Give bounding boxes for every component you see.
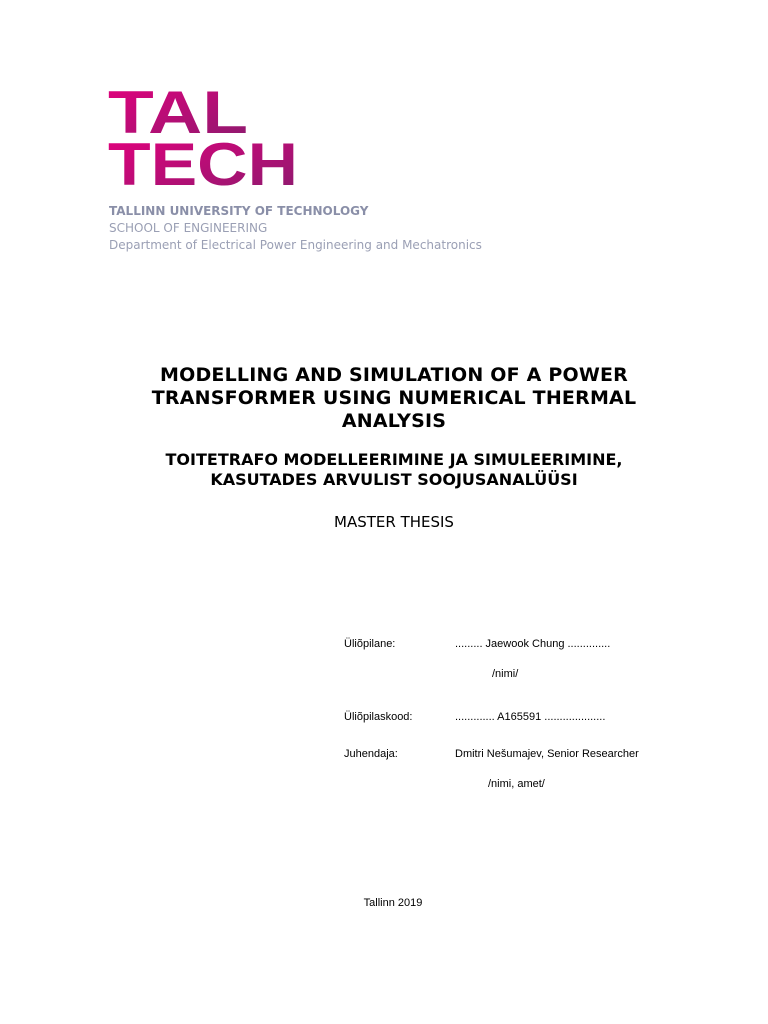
taltech-logo <box>108 84 308 188</box>
student-value: ......... Jaewook Chung .............. <box>455 638 611 650</box>
thesis-type: MASTER THESIS <box>334 513 454 531</box>
department-name: Department of Electrical Power Engineering and Mechatronics <box>109 238 482 252</box>
thesis-title-english <box>84 364 704 433</box>
title-et-line-1: TOITETRAFO MODELLEERIMINE JA SIMULEERIMINE, <box>165 450 623 469</box>
title-et-line-2: KASUTADES ARVULIST SOOJUSANALÜÜSI <box>210 470 578 489</box>
title-en-line-1: MODELLING AND SIMULATION OF A POWER <box>159 364 629 386</box>
title-en-line-2: TRANSFORMER USING NUMERICAL THERMAL <box>151 387 637 409</box>
student-code-value: ............. A165591 .................... <box>455 711 606 723</box>
institution-block <box>109 203 482 254</box>
student-code-label: Üliõpilaskood: <box>344 711 413 723</box>
title-en-line-3: ANALYSIS <box>341 410 447 432</box>
university-name: TALLINN UNIVERSITY OF TECHNOLOGY <box>109 204 369 218</box>
logo-line-2: TECH <box>108 131 298 188</box>
place-and-year: Tallinn 2019 <box>363 897 423 909</box>
logo-line-1: TAL <box>108 84 248 146</box>
student-label: Üliõpilane: <box>344 638 396 650</box>
taltech-logo-graphic <box>108 84 308 188</box>
school-name: SCHOOL OF ENGINEERING <box>109 221 268 235</box>
thesis-title-estonian <box>84 450 704 490</box>
supervisor-label: Juhendaja: <box>344 748 398 760</box>
student-note: /nimi/ <box>492 668 519 680</box>
supervisor-value: Dmitri Nešumajev, Senior Researcher <box>455 748 639 760</box>
supervisor-note: /nimi, amet/ <box>488 778 545 790</box>
